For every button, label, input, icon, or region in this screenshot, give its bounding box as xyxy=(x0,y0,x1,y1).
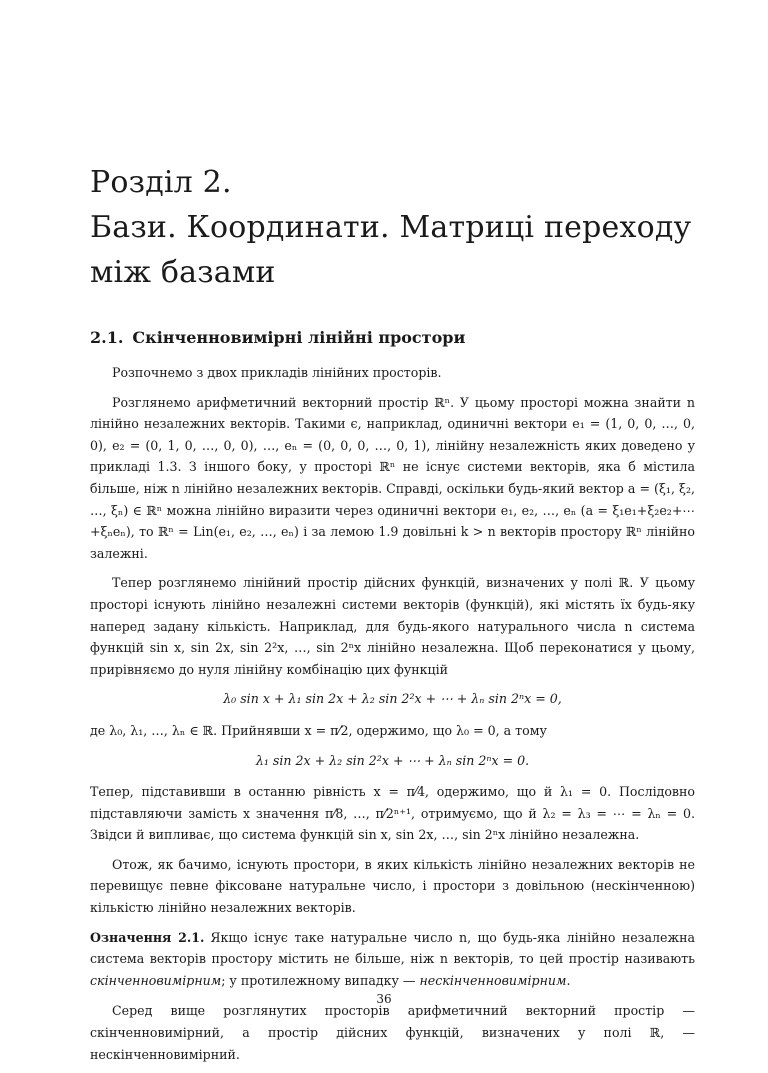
paragraph-4: Тепер, підставивши в останню рівність x = π⁄4, одержимо, що й λ₁ = 0. Послідовно підставляючи замість x значення π⁄8, …, π⁄2ⁿ⁺¹, отримуємо, що й λ₂ = λ₃ = ⋯ = λₙ = 0. Звідси й випливає, що система функцій sin x, sin 2x, …, sin 2ⁿx лінійно незалежна. xyxy=(90,784,695,843)
chapter-label: Розділ 2. xyxy=(90,165,232,200)
section-number: 2.1. xyxy=(90,328,124,347)
formula-1: λ₀ sin x + λ₁ sin 2x + λ₂ sin 2²x + ⋯ + λₙ sin 2ⁿx = 0, xyxy=(223,691,562,707)
definition-label: Означення 2.1. xyxy=(90,929,205,945)
section-heading xyxy=(90,328,465,347)
definition-text-before: Якщо існує таке натуральне число n, що будь-яка лінійно незалежна система векторів простору містить не більше, ніж n векторів, то цей простір називають xyxy=(90,929,695,967)
section-title: Скінченновимірні лінійні простори xyxy=(132,328,466,347)
body-text xyxy=(90,362,695,1073)
paragraph-5: Отож, як бачимо, існують простори, в яких кількість лінійно незалежних векторів не перевищує певне фіксоване натуральне число, і простори з довільною (нескінченною) кількістю лінійно незалежних векторів. xyxy=(90,856,695,916)
chapter-title-line1: Бази. Координати. Матриці переходу xyxy=(90,210,692,245)
chapter-title xyxy=(90,160,710,295)
chapter-title-line2: між базами xyxy=(90,255,276,290)
paragraph-1: Розглянемо арифметичний векторний простір ℝⁿ. У цьому просторі можна знайти n лінійно незалежних векторів. Такими є, наприклад, одиничні вектори e₁ = (1, 0, 0, …, 0, 0), e₂ = (0, 1, 0, …, 0, 0), …, eₙ = (0, 0, 0, …, 0, 1), лінійну незалежність яких доведено у прикладі 1.3. З іншого боку, у просторі ℝⁿ не існує системи векторів, яка б містила більше, ніж n лінійно незалежних векторів. Справді, оскільки будь-який вектор a = (ξ₁, ξ₂, …, ξₙ) ∈ ℝⁿ можна лінійно виразити через одиничні вектори e₁, e₂, …, eₙ (a = ξ₁e₁+ξ₂e₂+⋯+ξₙeₙ), то ℝⁿ = Lin(e₁, e₂, …, eₙ) і за лемою 1.9 довільні k > n векторів простору ℝⁿ лінійно залежні. xyxy=(90,394,695,561)
definition-text-after: . xyxy=(566,972,571,988)
paragraph-closing: Серед вище розглянутих просторів арифметичний векторний простір — скінченновимірний, а простір дійсних функцій, визначених у полі ℝ, — нескінченновимірний. xyxy=(90,1003,695,1062)
definition-term-finite: скінченновимірним xyxy=(90,972,222,988)
definition-text-middle: ; у протилежному випадку — xyxy=(221,972,420,988)
formula-2: λ₁ sin 2x + λ₂ sin 2²x + ⋯ + λₙ sin 2ⁿx = 0. xyxy=(255,752,530,768)
paragraph-3: де λ₀, λ₁, …, λₙ ∈ ℝ. Прийнявши x = π⁄2, одержимо, що λ₀ = 0, а тому xyxy=(90,722,547,738)
paragraph-intro: Розпочнемо з двох прикладів лінійних просторів. xyxy=(112,365,442,380)
definition-term-infinite: нескінченновимірним xyxy=(419,972,567,988)
paragraph-2: Тепер розглянемо лінійний простір дійсних функцій, визначених у полі ℝ. У цьому просторі існують лінійно незалежні системи векторів (функцій), які містять їх будь-яку наперед задану кількість. Наприклад, для будь-якого натурального числа n система функцій sin x, sin 2x, sin 2²x, …, sin 2ⁿx лінійно незалежна. Щоб переконатися у цьому, прирівняємо до нуля лінійну комбінацію цих функцій xyxy=(90,575,695,677)
definition-block xyxy=(90,927,695,992)
page-number: 36 xyxy=(376,992,392,1006)
